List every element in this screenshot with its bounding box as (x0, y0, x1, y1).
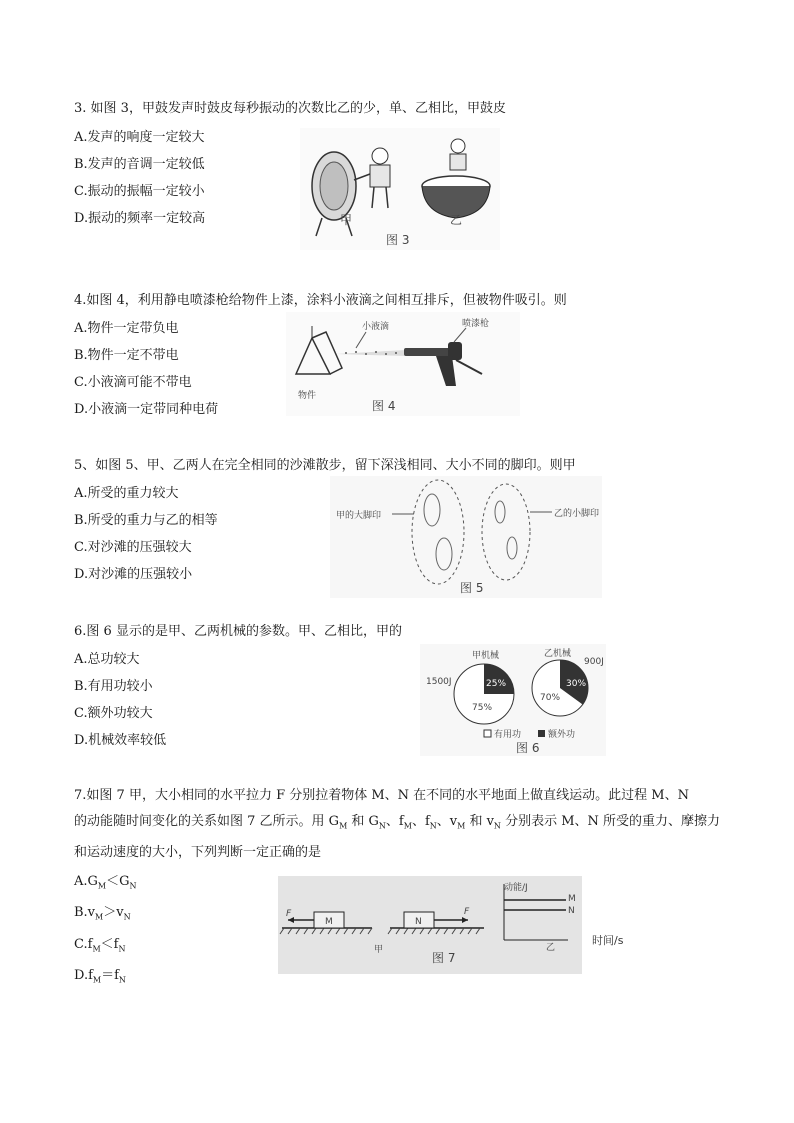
legend-useful: 有用功 (494, 730, 522, 740)
pie-a-title: 甲机械 (472, 651, 500, 661)
option-c: C.额外功较大 (74, 706, 153, 721)
figure-6-pie-charts (420, 644, 606, 756)
stem-text: 分别表示 M、N 所受的重力、摩擦力 (505, 814, 721, 829)
x-axis-label: 时间/s (592, 934, 624, 947)
option-b: B.有用功较小 (74, 679, 153, 694)
stem-text: 的动能随时间变化的关系如图 7 乙所示。用 G (74, 814, 340, 829)
y-axis-label: 动能/J (504, 883, 528, 893)
pie-a (454, 664, 514, 724)
option-b: B.物件一定不带电 (74, 348, 179, 363)
force-label-m: F (286, 909, 292, 919)
option-b: B.发声的音调一定较低 (74, 157, 205, 172)
question-stem: 4.如图 4，利用静电喷漆枪给物件上漆，涂料小液滴之间相互排斥，但被物件吸引。则 (74, 293, 567, 308)
subscript: M (97, 881, 107, 891)
option-a: A.物件一定带负电 (74, 321, 179, 336)
option-d: D.对沙滩的压强较小 (74, 567, 193, 582)
subscript: M (403, 821, 412, 831)
force-label-n: F (464, 907, 470, 917)
subscript: M (92, 975, 102, 985)
question-stem-line-2: 的动能随时间变化的关系如图 7 乙所示。用 $G_M$ 和 $G_N$、$f_M$、$f_N$、$v_M$ 和 $v_N$ 分别表示 M、N 所受的重力、摩擦力 (74, 814, 721, 831)
object-label: 物件 (298, 391, 317, 401)
subscript: M (457, 821, 466, 831)
subscript: M (95, 912, 104, 922)
option-d: D.小液滴一定带同种电荷 (74, 402, 219, 417)
figure-label-a: 甲 (374, 945, 384, 955)
block-n-label: N (415, 917, 422, 927)
figure-caption: 图 4 (372, 399, 396, 413)
subscript: N (118, 975, 126, 985)
subscript: N (378, 821, 386, 831)
pie-a-extra-pct: 25% (486, 679, 507, 689)
subscript: N (129, 881, 137, 891)
pie-a-energy: 1500J (426, 677, 452, 687)
pie-b-title: 乙机械 (544, 649, 572, 659)
figure-label-b: 乙 (450, 213, 463, 227)
option-c: C.对沙滩的压强较大 (74, 540, 192, 555)
pie-b-useful-pct: 70% (540, 693, 561, 703)
option-d: D.机械效率较低 (74, 733, 167, 748)
pie-b-energy: 900J (584, 657, 604, 667)
figure-caption: 图 5 (460, 581, 484, 595)
option-text: ＝f (101, 968, 119, 984)
figure-label-b: 乙 (546, 943, 556, 953)
subscript: N (123, 912, 131, 922)
pie-b-extra-pct: 30% (566, 679, 587, 689)
option-text: ＜G (106, 873, 130, 889)
option-b: B.所受的重力与乙的相等 (74, 513, 218, 528)
option-text: A.G (74, 873, 98, 889)
figure-label-a: 甲 (340, 213, 353, 227)
option-a: A.所受的重力较大 (74, 486, 179, 501)
option-text: D.f (74, 968, 93, 984)
question-stem: 3. 如图 3，甲鼓发声时鼓皮每秒振动的次数比乙的少，单、乙相比，甲鼓皮 (74, 101, 506, 116)
pie-a-useful-pct: 75% (472, 703, 493, 713)
option-c: C.振动的振幅一定较小 (74, 184, 205, 199)
question-stem: 5、如图 5、甲、乙两人在完全相同的沙滩散步，留下深浅相同、大小不同的脚印。则甲 (74, 458, 576, 473)
figure-caption: 图 3 (386, 233, 410, 247)
subscript: M (92, 944, 101, 954)
subscript: N (118, 944, 126, 954)
figure-7 (278, 876, 582, 974)
figure-caption: 图 6 (516, 741, 540, 755)
question-6 (74, 619, 734, 754)
left-footprint-label: 甲的大脚印 (336, 511, 382, 521)
legend-extra: 额外功 (548, 730, 576, 740)
option-a: A.发声的响度一定较大 (74, 130, 205, 145)
option-text: C.f (74, 936, 93, 952)
option-c: C.小液滴可能不带电 (74, 375, 192, 390)
question-stem-line-3: 和运动速度的大小，下列判断一定正确的是 (74, 844, 322, 860)
subscript: N (429, 821, 437, 831)
figure-5-footprints (330, 476, 602, 598)
option-text: B.v (74, 905, 96, 921)
gun-label: 喷漆枪 (462, 319, 490, 329)
subscript: M (339, 821, 348, 831)
option-text: ＜f (100, 936, 119, 952)
line-n-label: N (568, 906, 575, 916)
line-m-label: M (568, 894, 576, 904)
right-footprint-label: 乙的小脚印 (554, 509, 600, 519)
option-a: A.总功较大 (74, 652, 140, 667)
option-d: D.振动的频率一定较高 (74, 211, 206, 226)
figure-4-spray (286, 312, 520, 416)
question-stem-line-1: 7.如图 7 甲，大小相同的水平拉力 F 分别拉着物体 M、N 在不同的水平地面上做直线运动。此过程 M、N (74, 788, 689, 803)
question-stem: 6.图 6 显示的是甲、乙两机械的参数。甲、乙相比，甲的 (74, 624, 402, 639)
figure-caption: 图 7 (432, 951, 456, 965)
block-m-label: M (325, 917, 333, 927)
figure-3-drums (300, 128, 500, 250)
option-text: ＞v (103, 905, 124, 921)
droplet-label: 小液滴 (362, 322, 390, 332)
subscript: N (493, 821, 501, 831)
